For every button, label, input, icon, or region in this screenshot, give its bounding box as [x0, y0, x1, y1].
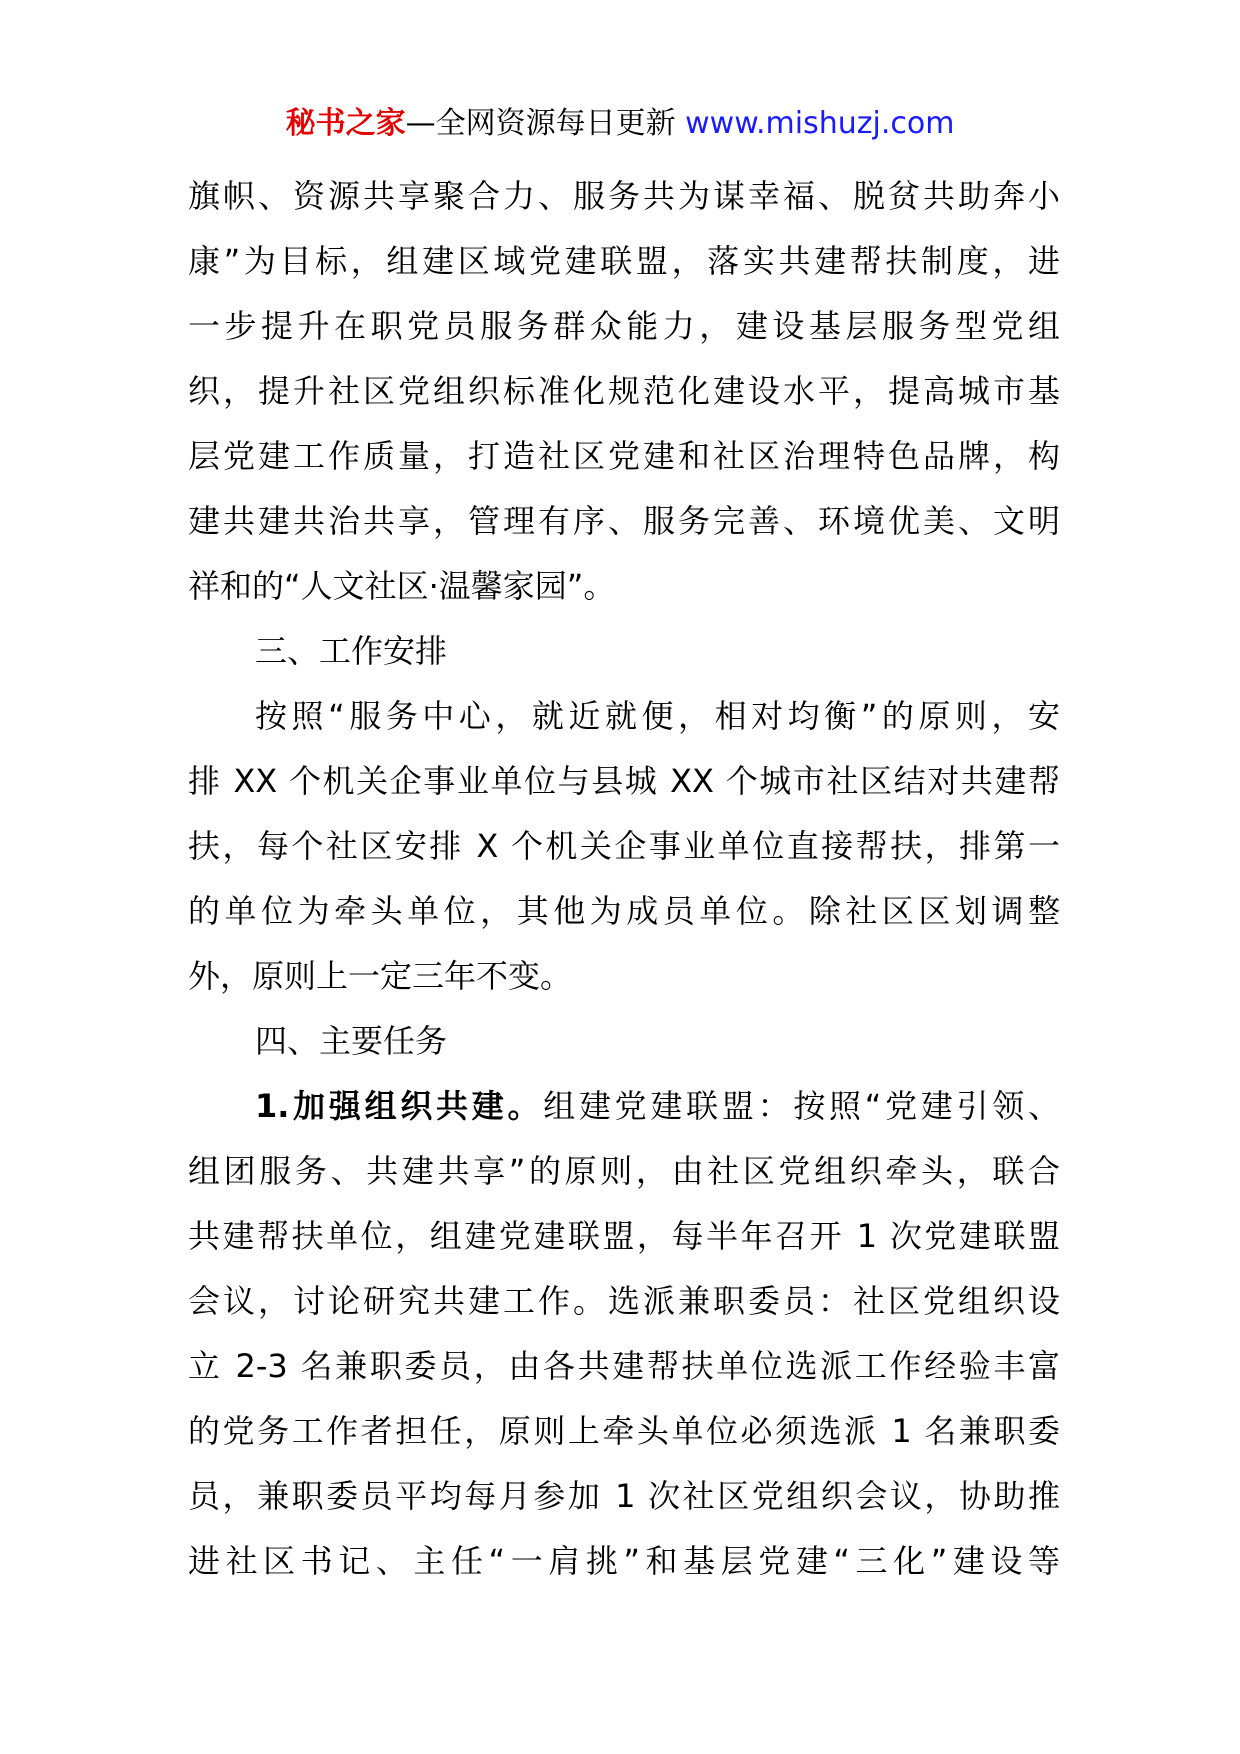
- paragraph-line: 建共建共治共享，管理有序、服务完善、环境优美、文明: [188, 502, 1060, 540]
- paragraph-line: 的党务工作者担任，原则上牵头单位必须选派 1 名兼职委: [188, 1412, 1060, 1450]
- paragraph-line: 的单位为牵头单位，其他为成员单位。除社区区划调整: [188, 892, 1060, 930]
- section-heading: 三、工作安排: [255, 632, 448, 670]
- paragraph-line: 外，原则上一定三年不变。: [188, 957, 573, 995]
- paragraph-line: 康”为目标，组建区域党建联盟，落实共建帮扶制度，进: [188, 242, 1060, 280]
- paragraph-line: 会议，讨论研究共建工作。选派兼职委员：社区党组织设: [188, 1282, 1060, 1320]
- paragraph-line: 织，提升社区党组织标准化规范化建设水平，提高城市基: [188, 372, 1060, 410]
- subsection-title: 1.加强组织共建。: [255, 1087, 544, 1125]
- header-tagline: —全网资源每日更新: [405, 106, 686, 141]
- site-url-link[interactable]: www.mishuzj.com: [685, 106, 955, 141]
- paragraph-text: 组建党建联盟：按照“党建引领、: [543, 1087, 1060, 1125]
- site-name: 秘书之家: [285, 106, 406, 141]
- paragraph-line: 排 XX 个机关企事业单位与县城 XX 个城市社区结对共建帮: [188, 762, 1060, 800]
- paragraph-line: 员，兼职委员平均每月参加 1 次社区党组织会议，协助推: [188, 1477, 1060, 1515]
- paragraph-line: 进社区书记、主任“一肩挑”和基层党建“三化”建设等: [188, 1542, 1060, 1580]
- paragraph-line: 组团服务、共建共享”的原则，由社区党组织牵头，联合: [188, 1152, 1060, 1190]
- paragraph-line: 按照“服务中心，就近就便，相对均衡”的原则，安: [255, 697, 1060, 735]
- paragraph-line: 一步提升在职党员服务群众能力，建设基层服务型党组: [188, 307, 1060, 345]
- paragraph-line: 共建帮扶单位，组建党建联盟，每半年召开 1 次党建联盟: [188, 1217, 1060, 1255]
- paragraph-line: 祥和的“人文社区·温馨家园”。: [188, 567, 616, 605]
- section-heading: 四、主要任务: [255, 1022, 448, 1060]
- paragraph-line: 旗帜、资源共享聚合力、服务共为谋幸福、脱贫共助奔小: [188, 177, 1060, 215]
- paragraph-line: [188, 1074, 1060, 1139]
- paragraph-line: 层党建工作质量，打造社区党建和社区治理特色品牌，构: [188, 437, 1060, 475]
- paragraph-line: 立 2-3 名兼职委员，由各共建帮扶单位选派工作经验丰富: [188, 1347, 1060, 1385]
- paragraph-line: 扶，每个社区安排 X 个机关企事业单位直接帮扶，排第一: [188, 827, 1060, 865]
- page-header: [0, 100, 1240, 148]
- document-body: [188, 164, 1060, 1594]
